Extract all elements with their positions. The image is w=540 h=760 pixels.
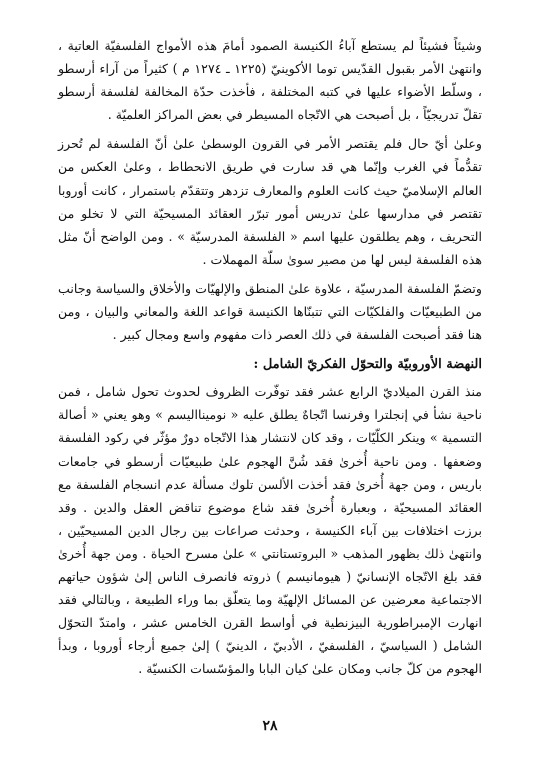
paragraph-renaissance: منذ القرن الميلاديّ الرابع عشر فقد توفّرت الظروف لحدوث تحول شامل ، فمن ناحية نشأ في إنجلترا وفرنسا اتّجاهٌ يطلق عليه « نومينااليسم » وهو يعني « أصالة التسمية » وينكر الكلّيّات ، وقد كان لانتشار هذا الاتّجاه دورٌ مؤثّر في ركود الفلسفة وضعفها . ومن ناحية أُخرىٰ فقد شُنَّ الهجوم علىٰ طبيعيّات أرسطو في جامعات باريس ، ومن جهة أُخرىٰ فقد أخذت الألسن تلوك مسألة عدم انسجام الفلسفة مع العقائد المسيحيّة ، وبعبارة أُخرىٰ فقد شاع موضوع تناقض العقل والدين . وقد برزت اختلافات بين آباء الكنيسة ، وحدثت صراعات بين رجال الدين المسيحيّين ، وانتهىٰ ذلك بظهور المذهب « البروتستانتي » علىٰ مسرح الحياة . ومن جهة أُخرىٰ فقد بلغ الاتّجاه الإنسانيّ ( هيومانيسم ) ذروته فانصرف الناس إلىٰ شؤون حياتهم الاجتماعية معرضين عن المسائل الإلهيّة وما يتعلّق بما وراء الطبيعة ، وبالتالي فقد انهارت الإمبراطورية البيزنطية في أواسط القرن الخامس عشر ، وامتدّ التحوّل الشامل ( السياسيّ ، الفلسفيّ ، الأدبيّ ، الدينيّ ) إلىٰ جميع أرجاء أوروبا ، وبدأ الهجوم من كلّ جانب ومكان علىٰ كيان البابا والمؤسّسات الكنسيّة . bbox=[58, 384, 482, 677]
paragraph-church-fathers: وشيئاً فشيئاً لم يستطع آباءُ الكنيسة الصمود أمامَ هذه الأمواج الفلسفيّة العاتية ، وانتهىٰ الأمر بقبول القدّيس توما الأكوينيّ (١٢٢٥ ـ ١٢٧٤ م ) كثيراً من آراء أرسطو ، وسلّط الأضواء عليها في كتبه المختلفة ، فأخذت حدّة المخالفة لفلسفة أرسطو تقلّ تدريجيّاً ، بل أصبحت هي الاتّجاه المسيطر في بعض المراكز العلميّة . bbox=[58, 38, 482, 123]
page-number: ٢٨ bbox=[262, 718, 278, 734]
document-page bbox=[58, 34, 482, 760]
section-heading: النهضة الأوروبيّة والتحوّل الفكريّ الشامل : bbox=[253, 357, 482, 373]
paragraph-scholastic-philosophy: وتضمّ الفلسفة المدرسيّة ، علاوة علىٰ المنطق والإلهيّات والأخلاق والسياسة وجانب من الطبيعيّات والفلكيّات التي تتبنّاها الكنيسة قواعد اللغة والمعاني والبيان ، ومن هنا فقد أصبحت الفلسفة في ذلك العصر ذات مفهوم واسع ومجال كبير . bbox=[58, 280, 482, 343]
paragraph-middle-ages: وعلىٰ أيّ حال فلم يقتصر الأمر في القرون الوسطىٰ علىٰ أنّ الفلسفة لم تُحرز تقدُّماً في الغرب وإنّما هي قد سارت في طريق الانحطاط ، وعلىٰ العكس من العالم الإسلاميّ حيث كانت العلوم والمعارف تزدهر وتتقدّم باستمرار ، كانت أوروبا تقتصر في مدارسها علىٰ تدريس أمور تبرّر العقائد المسيحيّة التي لا تخلو من التحريف ، وهم يطلقون عليها اسم « الفلسفة المدرسيّة » . ومن الواضح أنّ مثل هذه الفلسفة ليس لها من مصير سوىٰ سلّة المهملات . bbox=[58, 136, 482, 267]
